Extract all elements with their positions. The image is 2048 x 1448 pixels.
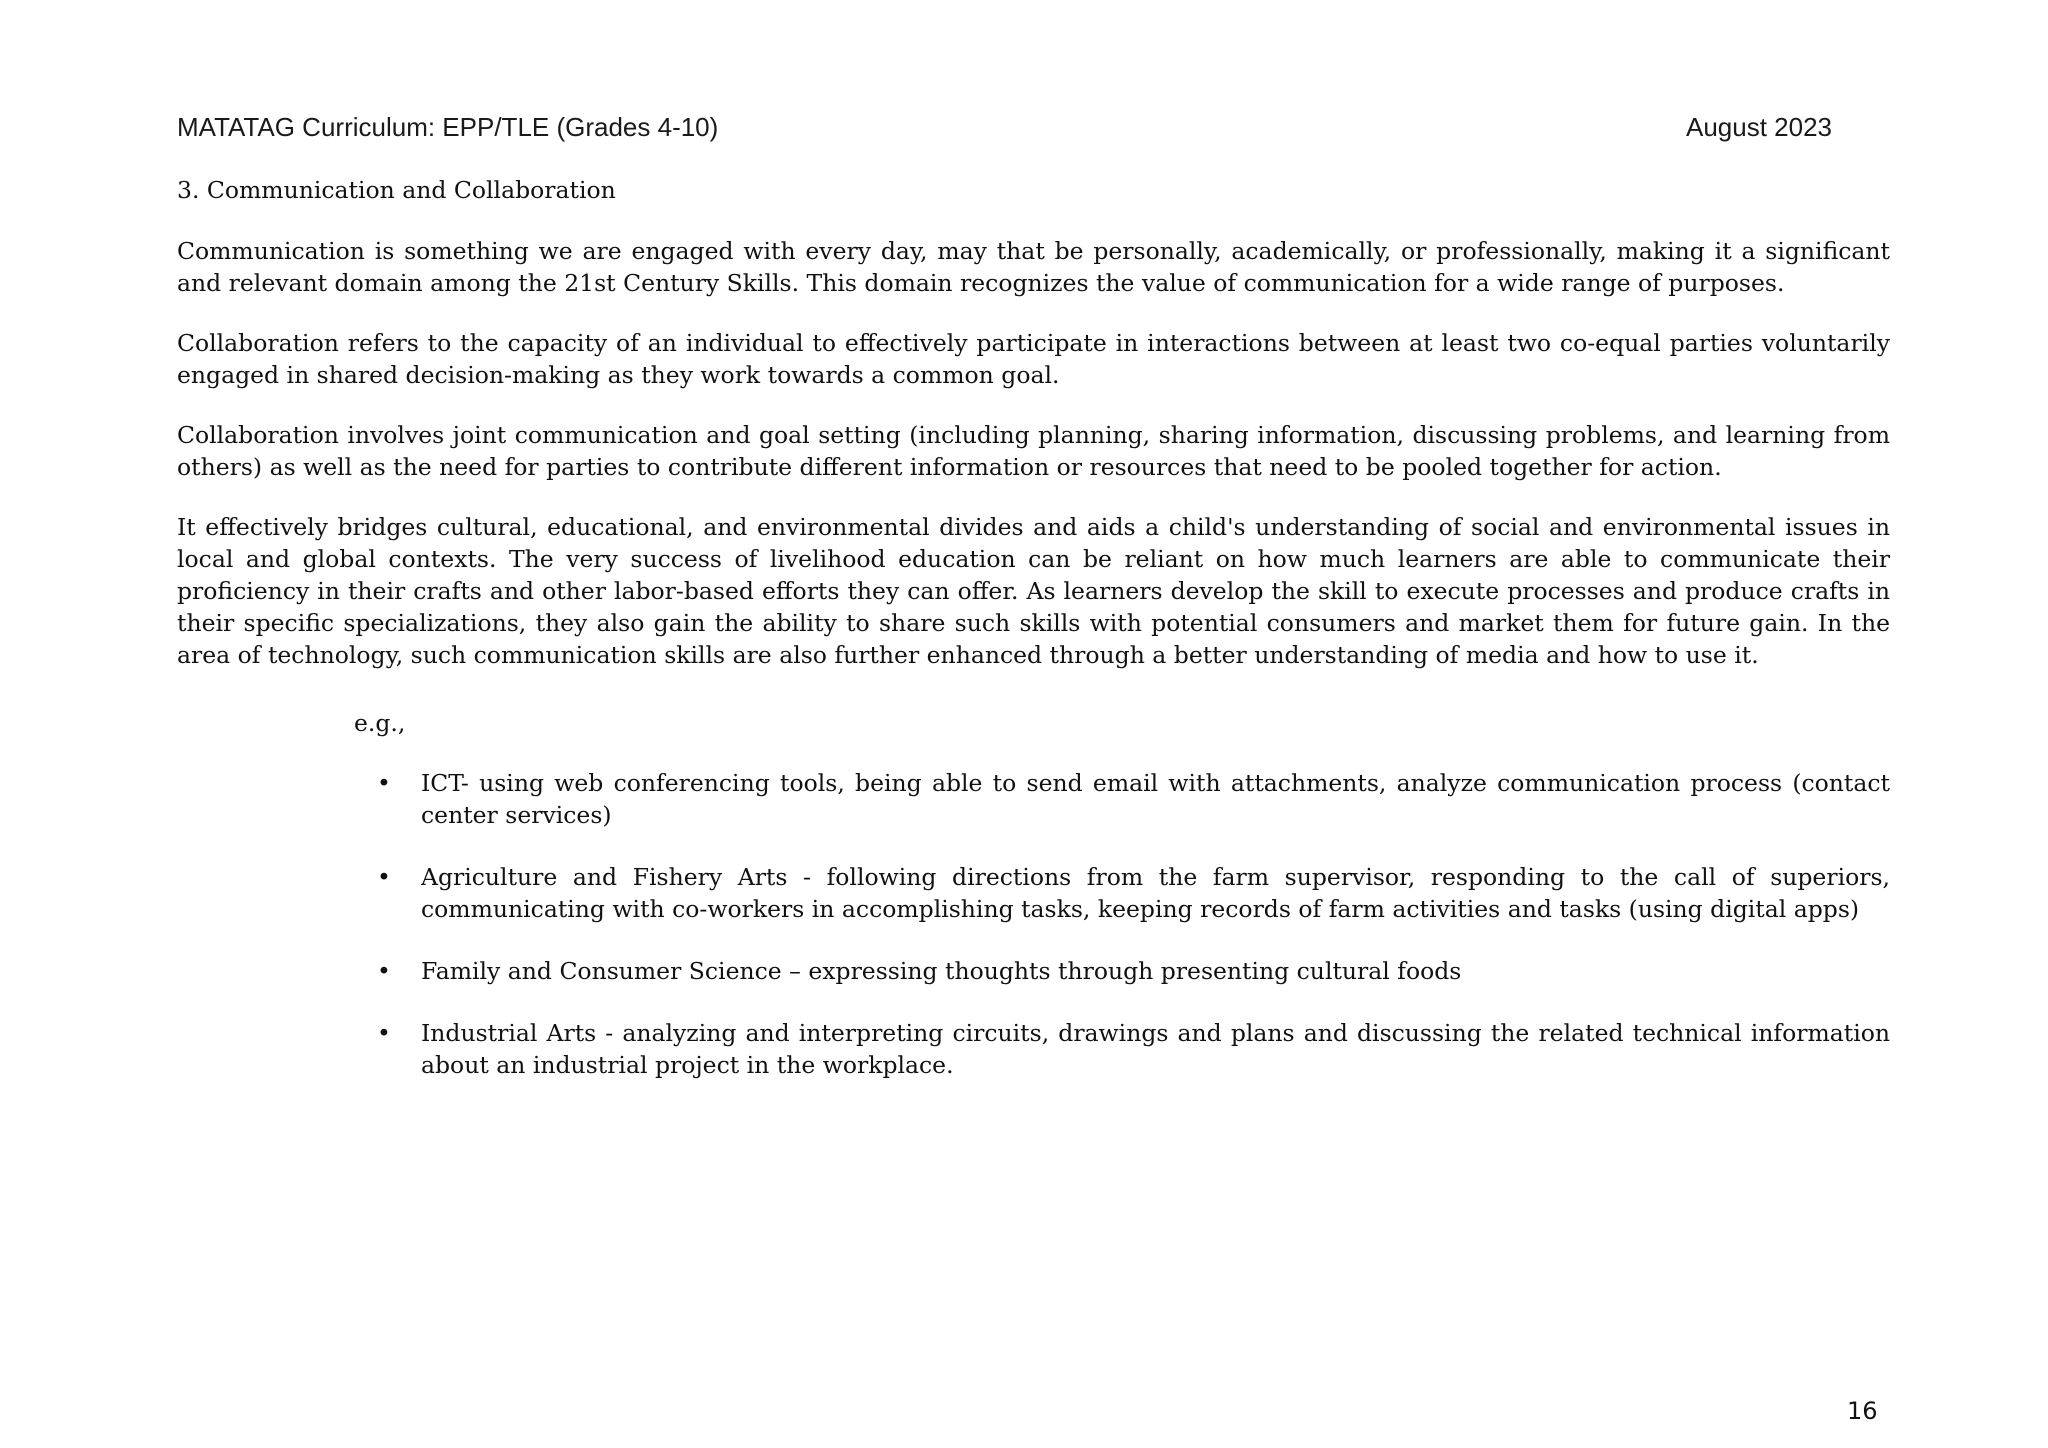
paragraph-collaboration-definition: Collaboration refers to the capacity of an individual to effectively participate in interactions between at least two co-equal parties voluntarily engaged in shared decision-making as they work towards a common goal. bbox=[177, 329, 1890, 389]
document-title: MATATAG Curriculum: EPP/TLE (Grades 4-10) bbox=[177, 112, 719, 142]
examples-label: e.g., bbox=[354, 709, 406, 737]
paragraph-collaboration-involves: Collaboration involves joint communication and goal setting (including planning, sharing information, discussing problems, and learning from others) as well as the need for parties to contribute different information or resources that need to be pooled together for action. bbox=[177, 421, 1890, 481]
page-header bbox=[177, 111, 1832, 143]
list-item-text: Family and Consumer Science – expressing thoughts through presenting cultural foods bbox=[421, 957, 1462, 985]
document-date: August 2023 bbox=[1685, 112, 1832, 142]
examples-list bbox=[177, 767, 1890, 1081]
list-item bbox=[377, 955, 1890, 987]
list-item-text: ICT- using web conferencing tools, being able to send email with attachments, analyze communication process (contact center services) bbox=[421, 769, 1890, 829]
bullet-icon: • bbox=[377, 769, 391, 797]
bullet-icon: • bbox=[377, 863, 391, 891]
list-item bbox=[377, 861, 1890, 925]
list-item-text: Industrial Arts - analyzing and interpreting circuits, drawings and plans and discussing the related technical information about an industrial project in the workplace. bbox=[421, 1019, 1890, 1079]
list-item-text: Agriculture and Fishery Arts - following directions from the farm supervisor, responding to the call of superiors, communicating with co-workers in accomplishing tasks, keeping records of farm activities and tasks (using digital apps) bbox=[421, 863, 1890, 923]
list-item bbox=[377, 1017, 1890, 1081]
bullet-icon: • bbox=[377, 1019, 391, 1047]
paragraph-communication: Communication is something we are engaged with every day, may that be personally, academically, or professionally, making it a significant and relevant domain among the 21st Century Skills. This domain recognizes the value of communication for a wide range of purposes. bbox=[177, 237, 1890, 297]
bullet-icon: • bbox=[377, 957, 391, 985]
page-number: 16 bbox=[1847, 1397, 1878, 1425]
list-item bbox=[377, 767, 1890, 831]
page-content bbox=[177, 174, 1890, 1111]
section-heading: 3. Communication and Collaboration bbox=[177, 176, 616, 204]
paragraph-bridges-divides: It effectively bridges cultural, educational, and environmental divides and aids a child's understanding of social and environmental issues in local and global contexts. The very success of livelihood education can be reliant on how much learners are able to communicate their proficiency in their crafts and other labor-based efforts they can offer. As learners develop the skill to execute processes and produce crafts in their specific specializations, they also gain the ability to share such skills with potential consumers and market them for future gain. In the area of technology, such communication skills are also further enhanced through a better understanding of media and how to use it. bbox=[177, 513, 1890, 669]
